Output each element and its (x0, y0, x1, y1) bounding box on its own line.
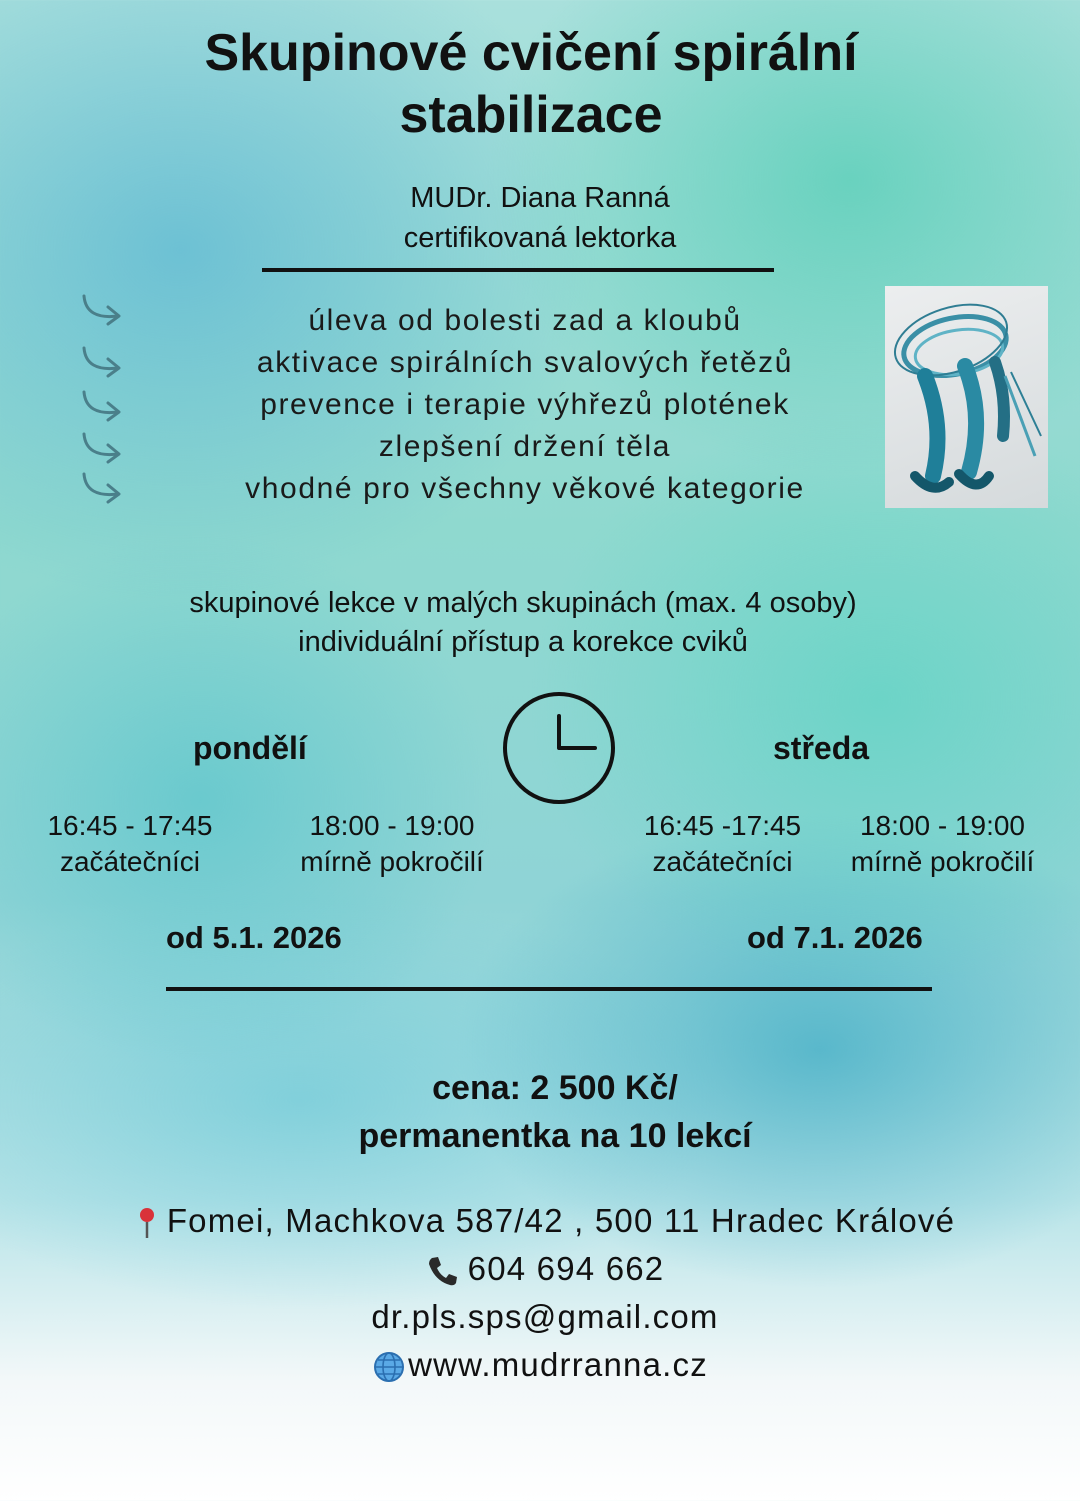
web-link[interactable]: www.mudrranna.cz (408, 1346, 708, 1383)
wednesday-slot-2 (830, 808, 1055, 880)
wednesday-label: středa (773, 730, 870, 766)
author-block (0, 178, 1080, 258)
curved-arrow-icon (78, 290, 128, 330)
slot-level: začátečníci (59, 846, 201, 877)
group-info-line-2: individuální přístup a korekce cviků (298, 626, 748, 658)
price-line-2: permanentka na 10 lekcí (358, 1117, 752, 1155)
group-info-line-1: skupinové lekce v malých skupinách (max. 4 osoby) (189, 587, 857, 619)
list-item: vhodné pro všechny věkové kategorie (245, 472, 805, 505)
web-line (0, 1346, 1080, 1384)
slot-time: 18:00 - 19:00 (859, 810, 1026, 841)
slot-time: 16:45 -17:45 (643, 810, 802, 841)
location-pin-icon (135, 1206, 159, 1240)
list-item: úleva od bolesti zad a kloubů (308, 304, 742, 337)
clock-icon (501, 690, 617, 806)
monday-slot-2 (282, 808, 502, 880)
monday-label: pondělí (193, 730, 307, 766)
slot-level: mírně pokročilí (850, 846, 1035, 877)
email-line (0, 1298, 1080, 1336)
slot-time: 16:45 - 17:45 (47, 810, 213, 841)
phone-line (0, 1250, 1080, 1288)
curved-arrow-icon (78, 428, 128, 468)
divider-top (262, 268, 774, 272)
phone-number[interactable]: 604 694 662 (467, 1250, 665, 1287)
title-line-1: Skupinové cvičení spirální (204, 24, 858, 82)
slot-level: začátečníci (652, 846, 793, 877)
list-item: zlepšení držení těla (378, 430, 672, 463)
monday-slot-1 (40, 808, 220, 880)
curved-arrow-icon (78, 386, 128, 426)
address-line (0, 1202, 1080, 1240)
address-text: Fomei, Machkova 587/42 , 500 11 Hradec Králové (166, 1202, 956, 1239)
curved-arrow-icon (78, 342, 128, 382)
monday-start-date: od 5.1. 2026 (166, 920, 342, 955)
page-title (0, 22, 1062, 146)
globe-icon (372, 1350, 406, 1384)
phone-icon (426, 1254, 460, 1288)
author-name: MUDr. Diana Ranná (410, 182, 670, 214)
wednesday-start-date: od 7.1. 2026 (747, 920, 923, 955)
divider-bottom (166, 987, 932, 991)
price-block (0, 1064, 1080, 1160)
email-link[interactable]: dr.pls.sps@gmail.com (371, 1298, 719, 1335)
list-item: prevence i terapie výhřezů plotének (260, 388, 790, 421)
ropes-photo (885, 286, 1048, 508)
list-item: aktivace spirálních svalových řetězů (256, 346, 794, 379)
curved-arrow-icon (78, 468, 128, 508)
price-line-1: cena: 2 500 Kč/ (432, 1069, 678, 1107)
slot-time: 18:00 - 19:00 (309, 810, 475, 841)
benefits-list (190, 300, 860, 510)
slot-level: mírně pokročilí (300, 846, 484, 877)
wednesday-slot-1 (630, 808, 815, 880)
author-role: certifikovaná lektorka (403, 222, 677, 254)
group-info (0, 584, 1046, 662)
title-line-2: stabilizace (399, 86, 663, 144)
